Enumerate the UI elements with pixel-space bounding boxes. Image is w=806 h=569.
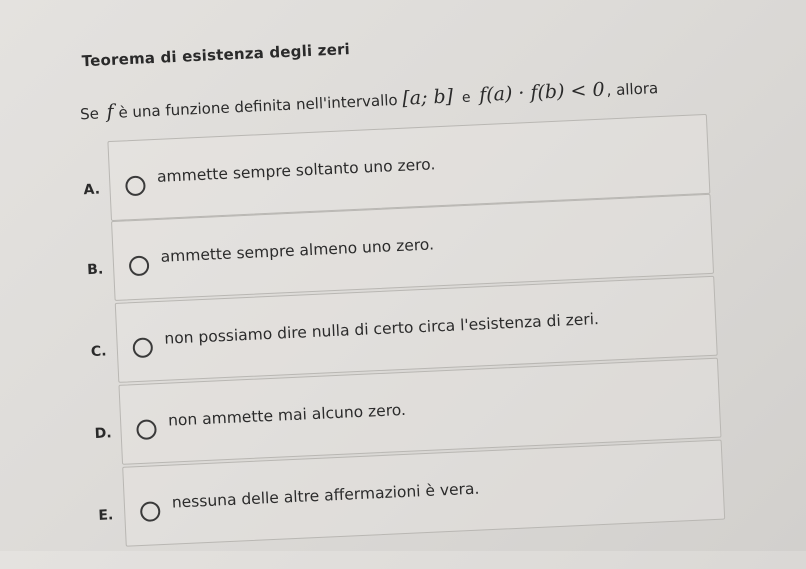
quiz-title: Teorema di esistenza degli zeri: [81, 40, 351, 71]
option-letter: A.: [83, 181, 101, 199]
option-label: ammette sempre almeno uno zero.: [160, 235, 435, 266]
question-mid: è una funzione definita nell'intervallo: [118, 90, 399, 122]
option-label: non possiamo dire nulla di certo circa l'esistenza di zeri.: [164, 310, 600, 348]
question-prefix: Se: [79, 104, 100, 124]
option-label: ammette sempre soltanto uno zero.: [156, 155, 436, 186]
function-symbol: f: [106, 100, 115, 124]
option-letter: D.: [94, 425, 112, 443]
question-stem: [80, 76, 659, 124]
option-letter: E.: [98, 507, 114, 524]
question-suffix: , allora: [606, 79, 659, 100]
condition-expression: f(a) · f(b) < 0: [478, 78, 606, 107]
option-letter: B.: [86, 261, 104, 279]
question-joiner: e: [461, 89, 471, 106]
option-label: nessuna delle altre affermazioni è vera.: [171, 479, 480, 512]
option-label: non ammette mai alcuno zero.: [167, 400, 407, 430]
option-letter: C.: [90, 343, 107, 361]
interval-expression: [a; b]: [401, 85, 454, 110]
